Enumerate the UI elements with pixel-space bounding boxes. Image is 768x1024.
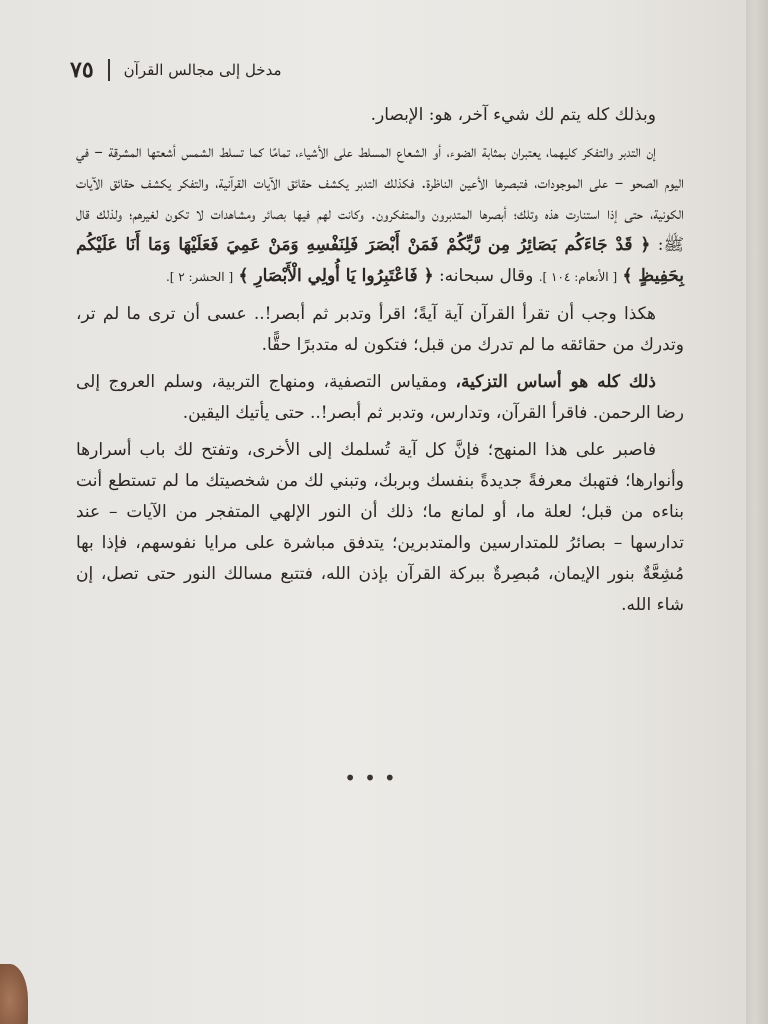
paragraph-2-text: إن التدبر والتفكر كليهما، يعتبران بمثابة الضوء، أو الشعاع المسلط على الأشياء، تمامًا كما تسلط الشمس أشعتها المشرقة – في اليوم الصحو – على الموجودات، فتبصرها الأعين الناظرة. فكذلك التدبر يكشف حقائق الآيات القرآنية، والتفكر يكشف حقائق الآيات الكونية، حتى إذا استنارت هذه وتلك؛ أبصرها المتدبرون والمتفكرون. وكانت لهم فيها بصائر ومشاهدات لا تكون لغيرهم؛ ولذلك قال ﷺ: <box>76 142 684 255</box>
paragraph-4 <box>76 367 684 429</box>
verse-reference-1: [ الأنعام: ١٠٤ ]. <box>538 270 618 284</box>
paragraph-2 <box>76 137 684 293</box>
page-stack-edge <box>746 0 768 1024</box>
header-divider <box>108 59 110 81</box>
paragraph-4-text: ومقياس التصفية، ومنهاج التربية، وسلم العروج إلى رضا الرحمن. فاقرأ القرآن، وتدارس، وتدبر ثم أبصر!.. حتى يأتيك اليقين. <box>76 372 684 423</box>
quran-verse-2: ﴿ فَاعْتَبِرُوا يَا أُولِي الْأَبْصَارِ ﴾ <box>238 266 434 286</box>
quran-verse-1: ﴿ قَدْ جَاءَكُم بَصَائِرُ مِن رَّبِّكُمْ فَمَنْ أَبْصَرَ فَلِنَفْسِهِ وَمَنْ عَمِيَ فَعَلَيْهَا وَمَا أَنَا عَلَيْكُم بِحَفِيظٍ ﴾ <box>76 235 684 286</box>
paragraph-2-continuation: وقال سبحانه: <box>438 266 534 286</box>
page-header <box>70 56 690 84</box>
paragraph-1: وبذلك كله يتم لك شيء آخر، هو: الإبصار. <box>370 105 656 125</box>
page-number: ٧٥ <box>70 57 94 83</box>
section-separator: ••• <box>344 766 404 790</box>
paragraph-4-bold: ذلك كله هو أساس التزكية، <box>455 372 656 392</box>
page-body <box>76 100 684 627</box>
running-title: مدخل إلى مجالس القرآن <box>123 61 282 79</box>
paragraph-5: فاصبر على هذا المنهج؛ فإنَّ كل آية تُسلمك إلى الأخرى، وتفتح لك باب أسرارها وأنوارها؛ فتهبك معرفةً جديدةً بنفسك وبربك، وتبني لك من شخصيتك ما لم تستطع أنت بناءه من قبل؛ لعلة ما، أو لمانع ما؛ ذلك أن النور الإلهي المتفجر من الآيات – عند تدارسها – بصائرُ للمتدارسين والمتدبرين؛ يتدفق مباشرة على مرايا نفوسهم، فإذا بها مُشِعَّةٌ بنور الإيمان، مُبصِرةٌ ببركة القرآن بإذن الله، فتتبع مسالك النور حتى تصل، إن شاء الله. <box>76 440 684 615</box>
verse-reference-2: [ الحشر: ٢ ]. <box>165 270 234 284</box>
paragraph-3: هكذا وجب أن تقرأ القرآن آية آيةً؛ اقرأ وتدبر ثم أبصر!.. عسى أن ترى ما لم تر، وتدرك من حقائقه ما لم تدرك من قبل؛ فتكون له متدبرًا حقًّا. <box>76 304 684 355</box>
